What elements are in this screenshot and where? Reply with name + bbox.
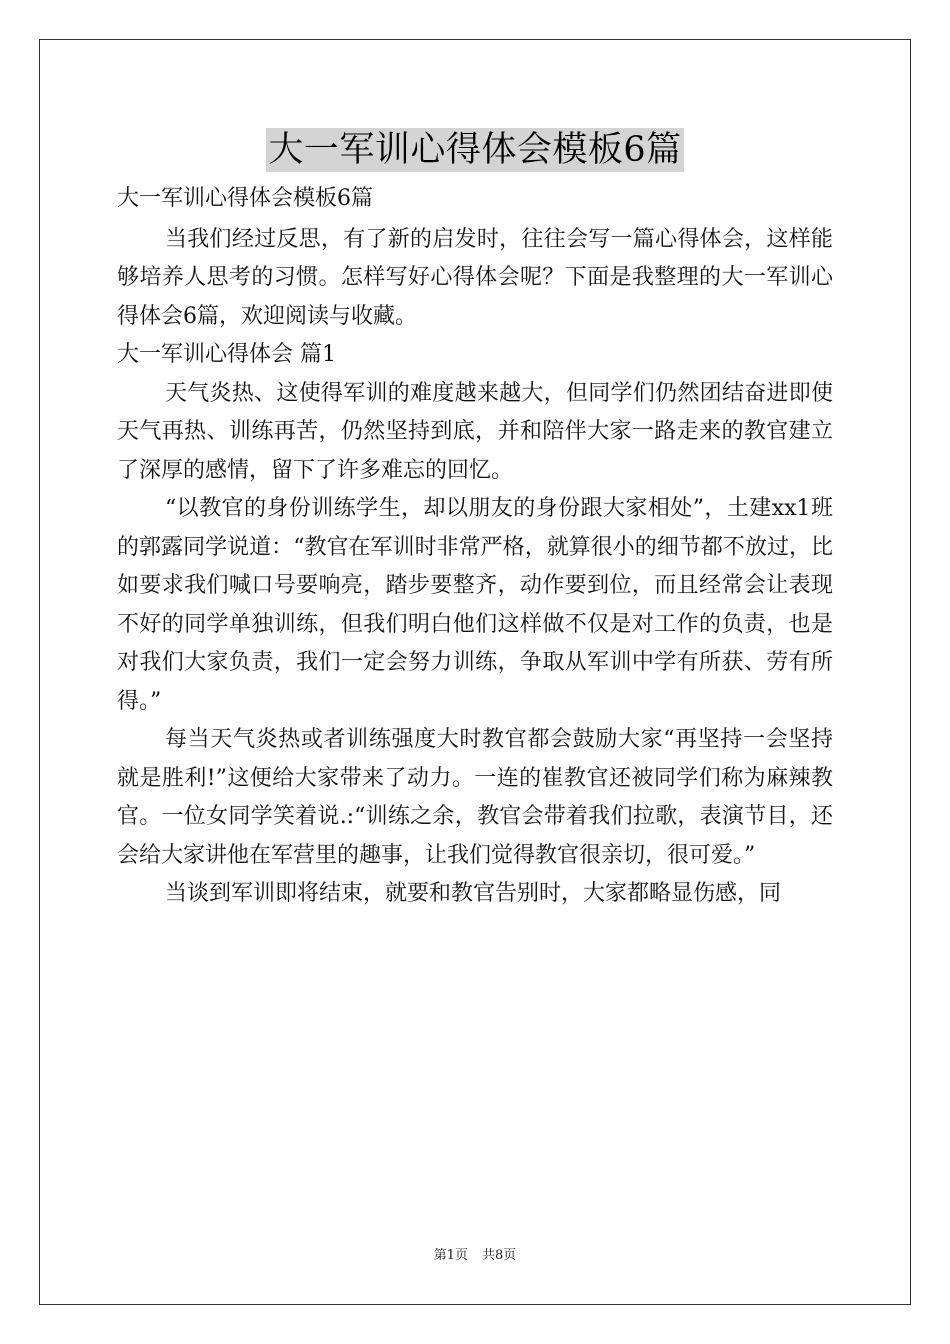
page-footer: [0, 1247, 950, 1265]
body-paragraph: 天气炎热、这使得军训的难度越来越大，但同学们仍然团结奋进即使天气再热、训练再苦，仍然坚持到底，并和陪伴大家一路走来的教官建立了深厚的感情，留下了许多难忘的回忆。: [117, 380, 833, 483]
page-total: 共8页: [482, 1248, 517, 1263]
body-paragraph: 当谈到军训即将结束，就要和教官告别时，大家都略显伤感，同: [165, 881, 782, 906]
subtitle-line: 大一军训心得体会模板6篇: [117, 186, 373, 211]
title-wrap: [0, 128, 950, 172]
document-body: [117, 180, 833, 914]
section-heading: 大一军训心得体会 篇1: [117, 342, 336, 367]
page-number: 第1页: [433, 1248, 468, 1263]
intro-paragraph: 当我们经过反思，有了新的启发时，往往会写一篇心得体会，这样能够培养人思考的习惯。怎样写好心得体会呢？下面是我整理的大一军训心得体会6篇，欢迎阅读与收藏。: [117, 226, 833, 329]
body-paragraph: “以教官的身份训练学生，却以朋友的身份跟大家相处”，土建xx1班的郭露同学说道：“教官在军训时非常严格，就算很小的细节都不放过，比如要求我们喊口号要响亮，踏步要整齐，动作要到位，而且经常会让表现不好的同学单独训练，但我们明白他们这样做不仅是对工作的负责，也是对我们大家负责，我们一定会努力训练，争取从军训中学有所获、劳有所得。”: [117, 496, 833, 714]
body-paragraph: 每当天气炎热或者训练强度大时教官都会鼓励大家“再坚持一会坚持就是胜利!”这便给大家带来了动力。一连的崔教官还被同学们称为麻辣教官。一位女同学笑着说.:“训练之余，教官会带着我们拉歌，表演节目，还会给大家讲他在军营里的趣事，让我们觉得教官很亲切，很可爱。”: [117, 727, 833, 868]
document-title: 大一军训心得体会模板6篇: [268, 130, 682, 170]
